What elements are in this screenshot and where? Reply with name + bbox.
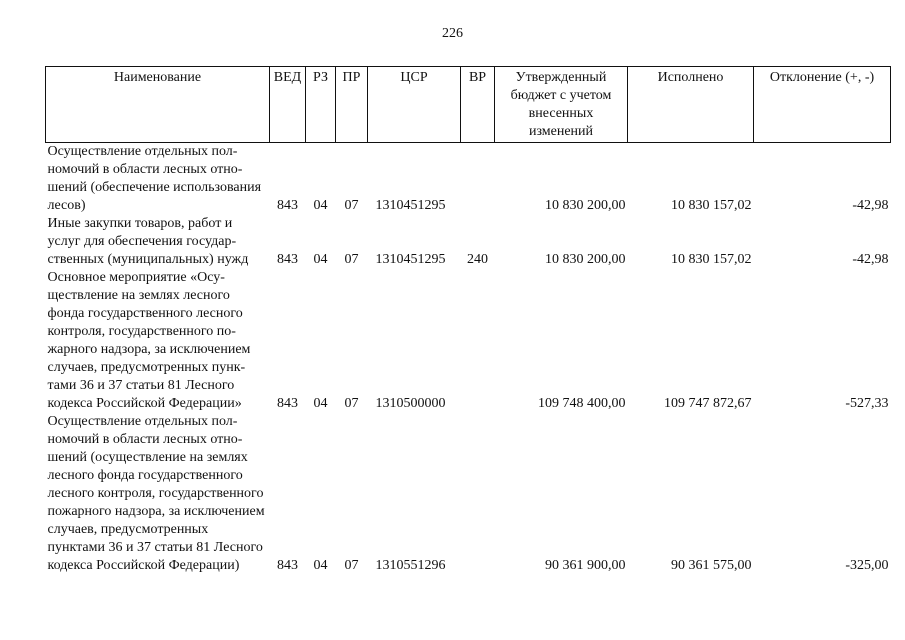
row-vr: [461, 269, 495, 413]
row-deviation: -527,33: [845, 396, 889, 411]
row-csr: 1310451295: [375, 198, 446, 213]
row-deviation: -325,00: [845, 558, 889, 573]
header-pr: ПР: [336, 67, 368, 143]
row-pr: 07: [344, 198, 359, 213]
table-row: [46, 215, 891, 269]
row-vr: [461, 413, 495, 575]
header-deviation: Отклонение (+, -): [754, 67, 891, 143]
row-ved: 843: [277, 198, 298, 213]
header-rz: РЗ: [306, 67, 336, 143]
row-ved: 843: [277, 252, 298, 267]
header-csr: ЦСР: [368, 67, 461, 143]
row-rz: 04: [313, 558, 328, 573]
row-name: Иные закупки товаров, работ и услуг для обеспечения государственных (муниципальных) нужд: [47, 216, 249, 267]
row-budget: 10 830 200,00: [545, 198, 626, 213]
header-done: Исполнено: [628, 67, 754, 143]
row-pr: 07: [344, 252, 359, 267]
row-vr: [461, 143, 495, 216]
header-budget: Утвержденный бюджет с учетом внесенных изменений: [495, 67, 628, 143]
row-budget: 10 830 200,00: [545, 252, 626, 267]
table-row: [46, 413, 891, 575]
row-done: 109 747 872,67: [664, 396, 752, 411]
header-ved: ВЕД: [270, 67, 306, 143]
row-rz: 04: [313, 396, 328, 411]
row-rz: 04: [313, 198, 328, 213]
row-ved: 843: [277, 558, 298, 573]
header-vr: ВР: [461, 67, 495, 143]
row-vr: 240: [467, 252, 488, 267]
row-deviation: -42,98: [852, 252, 889, 267]
row-done: 10 830 157,02: [671, 198, 752, 213]
row-name: Осуществление отдельных полномочий в области лесных отношений (обеспечение использования лесов): [47, 144, 262, 213]
row-done: 90 361 575,00: [671, 558, 752, 573]
row-csr: 1310500000: [375, 396, 446, 411]
budget-table: [45, 66, 891, 575]
row-rz: 04: [313, 252, 328, 267]
row-csr: 1310551296: [375, 558, 446, 573]
row-done: 10 830 157,02: [671, 252, 752, 267]
row-name: Основное мероприятие «Осуществление на землях лесного фонда государственного лесного контроля, государственного пожарного надзора, за исключением случаев, предусмотренных пунктами 36 и 37 статьи 81 Лесного кодекса Российской Федерации»: [47, 270, 251, 411]
row-csr: 1310451295: [375, 252, 446, 267]
row-budget: 90 361 900,00: [545, 558, 626, 573]
row-pr: 07: [344, 558, 359, 573]
row-name: Осуществление отдельных полномочий в области лесных отношений (осуществление на землях лесного фонда государственного лесного контроля, государственного пожарного надзора, за исключением случаев, предусмотренных пунктами 36 и 37 статьи 81 Лесного кодекса Российской Федерации): [47, 414, 265, 573]
header-name: Наименование: [46, 67, 270, 143]
page-number: 226: [442, 26, 463, 41]
row-ved: 843: [277, 396, 298, 411]
row-deviation: -42,98: [852, 198, 889, 213]
table-row: [46, 269, 891, 413]
row-pr: 07: [344, 396, 359, 411]
table-row: [46, 143, 891, 216]
table-header-row: [46, 67, 891, 143]
row-budget: 109 748 400,00: [538, 396, 626, 411]
